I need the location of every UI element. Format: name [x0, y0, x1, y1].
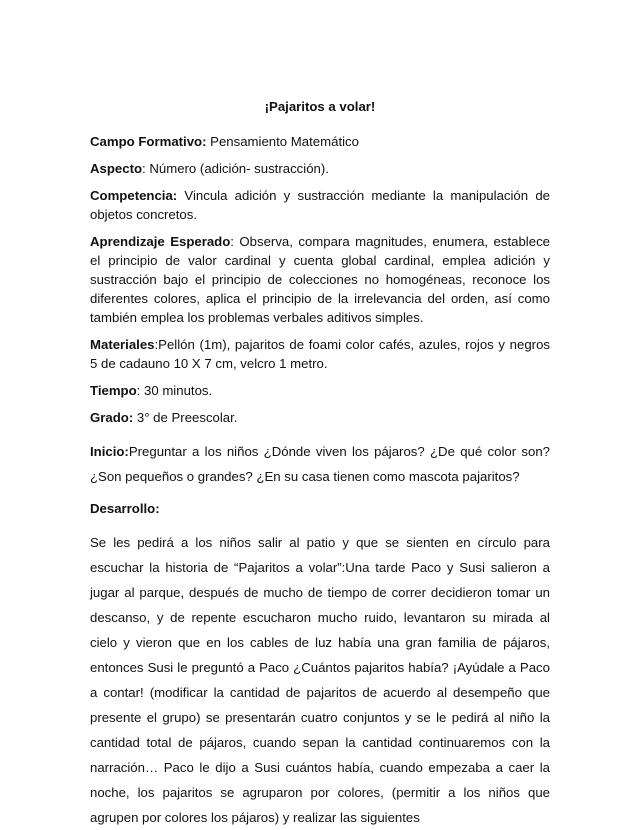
materiales-value: :Pellón (1m), pajaritos de foami color cafés, azules, rojos y negros 5 de cadauno 10 X 7 cm, velcro 1 metro. [90, 337, 550, 371]
tiempo-value: : 30 minutos. [136, 383, 213, 398]
competencia-label: Competencia: [90, 188, 178, 203]
document-title: ¡Pajaritos a volar! [264, 99, 376, 114]
desarrollo-label: Desarrollo: [90, 501, 160, 516]
grado [90, 408, 550, 427]
inicio-label: Inicio: [90, 444, 129, 459]
desarrollo-heading [90, 499, 550, 518]
aspecto [90, 159, 550, 178]
inicio-value: Preguntar a los niños ¿Dónde viven los pájaros? ¿De qué color son? ¿Son pequeños o grandes? ¿En su casa tienen como mascota pajaritos? [90, 444, 550, 484]
campo-value: Pensamiento Matemático [206, 134, 359, 149]
aspecto-label: Aspecto [90, 161, 143, 176]
inicio [90, 439, 550, 489]
campo-formativo [90, 132, 550, 151]
desarrollo-text: Se les pedirá a los niños salir al patio y que se sienten en círculo para escuchar la historia de “Pajaritos a volar”:Una tarde Paco y Susi salieron a jugar al parque, después de mucho de tiempo de correr decidieron tomar un descanso, y de repente escucharon mucho ruido, levantaron su mirada al cielo y vieron que en los cables de luz había una gran familia de pájaros, entonces Susi le preguntó a Paco ¿Cuántos pajaritos había? ¡Ayúdale a Paco a contar! (modificar la cantidad de pajaritos de acuerdo al desempeño que presente el grupo) se presentarán cuatro conjuntos y se le pedirá al niño la cantidad total de pájaros, cuando sepan la cantidad continuaremos con la narración… Paco le dijo a Susi cuántos había, cuando empezaba a caer la noche, los pajaritos se agruparon por colores, (permitir a los niños que agrupen por colores los pájaros) y realizar las siguientes [90, 535, 550, 825]
aprendizaje-esperado [90, 232, 550, 327]
competencia-value: Vincula adición y sustracción mediante la manipulación de objetos concretos. [90, 188, 550, 222]
tiempo [90, 381, 550, 400]
aprendizaje-label: Aprendizaje Esperado [90, 234, 231, 249]
tiempo-label: Tiempo [90, 383, 137, 398]
materiales [90, 335, 550, 373]
campo-label: Campo Formativo: [90, 134, 207, 149]
competencia [90, 186, 550, 224]
materiales-label: Materiales [90, 337, 155, 352]
aspecto-value: : Número (adición- sustracción). [142, 161, 329, 176]
aprendizaje-value: : Observa, compara magnitudes, enumera, establece el principio de valor cardinal y cuenta global cardinal, emplea adición y sustracción bajo el principio de colecciones no homogéneas, reconoce los diferentes colores, aplica el principio de la irrelevancia del orden, así como también emplea los problemas verbales aditivos simples. [90, 234, 550, 325]
grado-value: 3° de Preescolar. [133, 410, 238, 425]
grado-label: Grado: [90, 410, 134, 425]
